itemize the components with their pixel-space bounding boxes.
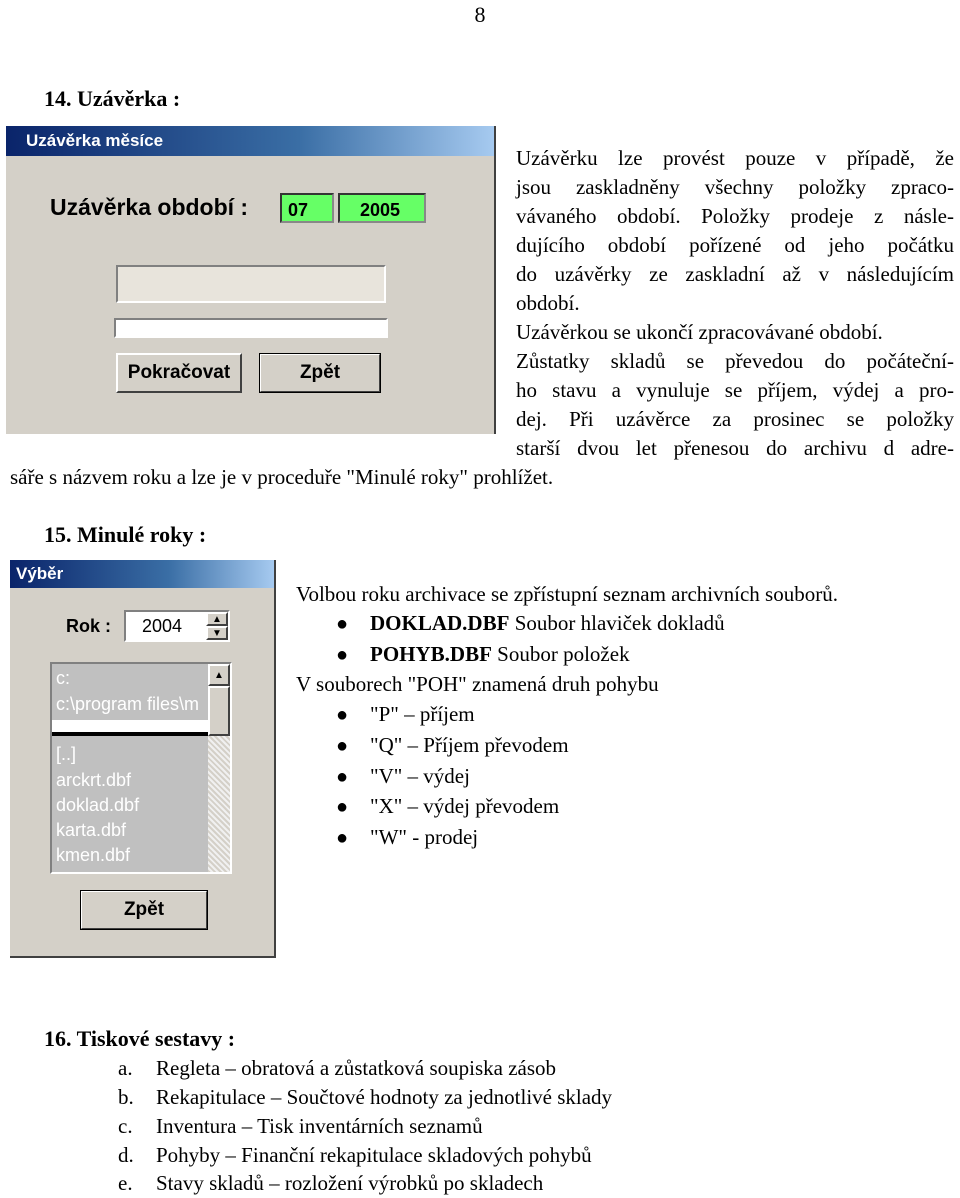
status-field [116, 265, 386, 303]
report-item [118, 1169, 544, 1198]
back-button[interactable]: Zpět [80, 890, 208, 930]
poh-bullet [336, 700, 475, 730]
poh-intro: V souborech "POH" znamená druh pohybu [296, 672, 659, 696]
item-text: Rekapitulace – Součtové hodnoty za jednotlivé sklady [156, 1085, 613, 1109]
text-line: Uzávěrkou se ukončí zpracovávané období. [516, 320, 883, 344]
text-line: dej. Při uzávěrce za prosinec se položky [516, 407, 954, 431]
section-15-heading: 15. Minulé roky : [44, 522, 207, 547]
poh-text: "X" – výdej převodem [370, 794, 560, 818]
closing-description [516, 144, 954, 463]
poh-bullet [336, 731, 569, 761]
year-spinner[interactable] [124, 610, 230, 642]
drive-item[interactable]: c:\program files\m [56, 694, 200, 714]
item-text: Stavy skladů – rozložení výrobků po skladech [156, 1171, 544, 1195]
closing-dialog-titlebar: Uzávěrka měsíce [6, 126, 494, 156]
text-line: ho stavu a vynuluje se příjem, výdej a pro- [516, 378, 954, 402]
poh-text: "W" - prodej [370, 825, 479, 849]
drive-item[interactable]: c: [56, 668, 71, 688]
report-item [118, 1054, 557, 1083]
scroll-up-icon[interactable]: ▲ [208, 664, 230, 686]
section-16-heading: 16. Tiskové sestavy : [44, 1026, 236, 1051]
section-14-heading: 14. Uzávěrka : [44, 86, 181, 111]
page-number: 8 [474, 2, 486, 27]
bullet-icon: ● [336, 613, 349, 635]
month-input[interactable]: 07 [280, 193, 334, 223]
file-list[interactable] [50, 662, 232, 874]
report-item [118, 1083, 613, 1112]
item-text: Inventura – Tisk inventárních seznamů [156, 1114, 483, 1138]
progress-bar [114, 318, 388, 338]
text-line: dujícího období pořízené od jeho počátku [516, 233, 954, 257]
text-line: do uzávěrky ze zaskladní až v následujícím [516, 262, 954, 286]
item-letter: e. [118, 1171, 133, 1195]
continue-button[interactable]: Pokračovat [116, 353, 242, 393]
select-dialog-titlebar: Výběr [10, 560, 274, 588]
text-line: období. [516, 291, 580, 315]
poh-bullet [336, 823, 479, 853]
bullet-icon: ● [336, 704, 349, 726]
poh-text: "Q" – Příjem převodem [370, 733, 569, 757]
closing-dialog [6, 126, 496, 434]
scrollbar[interactable] [208, 664, 230, 872]
period-label: Uzávěrka období : [50, 194, 249, 220]
text-line: vávaného období. Položky prodeje z násle- [516, 204, 954, 228]
text-line: Uzávěrku lze provést pouze v případě, že [516, 146, 954, 170]
bullet-icon: ● [336, 796, 349, 818]
spin-down-icon[interactable]: ▼ [206, 626, 228, 640]
file-item[interactable]: kmen.dbf [56, 845, 131, 865]
back-button[interactable]: Zpět [259, 353, 381, 393]
text-line: jsou zaskladněny všechny položky zpraco- [516, 175, 954, 199]
separator-line [52, 732, 210, 736]
file-desc: Soubor hlaviček dokladů [514, 611, 725, 635]
file-item[interactable]: doklad.dbf [56, 795, 140, 815]
item-letter: c. [118, 1114, 133, 1138]
text-line-last: sáře s názvem roku a lze je v proceduře "Minulé roky" prohlížet. [10, 465, 554, 489]
year-input[interactable]: 2005 [338, 193, 426, 223]
text-line: starší dvou let přenesou do archivu d adre- [516, 436, 954, 460]
bullet-icon: ● [336, 644, 349, 666]
file-item[interactable]: karta.dbf [56, 820, 127, 840]
file-name: DOKLAD.DBF [370, 611, 510, 635]
spin-up-icon[interactable]: ▲ [206, 612, 228, 626]
item-text: Regleta – obratová a zůstatková soupiska zásob [156, 1056, 557, 1080]
file-bullet [336, 609, 725, 639]
item-letter: a. [118, 1056, 133, 1080]
year-spinner-value: 2004 [142, 616, 183, 636]
poh-bullet [336, 762, 470, 792]
archive-intro: Volbou roku archivace se zpřístupní seznam archivních souborů. [296, 582, 838, 606]
item-text: Pohyby – Finanční rekapitulace skladových pohybů [156, 1143, 592, 1167]
file-desc: Soubor položek [497, 642, 630, 666]
poh-text: "P" – příjem [370, 702, 475, 726]
separator-row [52, 720, 210, 732]
poh-text: "V" – výdej [370, 764, 470, 788]
bullet-icon: ● [336, 827, 349, 849]
file-name: POHYB.DBF [370, 642, 492, 666]
scroll-thumb[interactable] [208, 686, 230, 736]
select-dialog [10, 560, 276, 958]
report-item [118, 1112, 483, 1141]
file-bullet [336, 640, 630, 670]
file-item[interactable]: arckrt.dbf [56, 770, 132, 790]
bullet-icon: ● [336, 766, 349, 788]
text-line: Zůstatky skladů se převedou do počáteční- [516, 349, 954, 373]
item-letter: b. [118, 1085, 134, 1109]
bullet-icon: ● [336, 735, 349, 757]
poh-bullet [336, 792, 560, 822]
report-item [118, 1141, 592, 1170]
rok-label: Rok : [66, 616, 111, 636]
item-letter: d. [118, 1143, 134, 1167]
file-item[interactable]: [..] [56, 744, 77, 764]
